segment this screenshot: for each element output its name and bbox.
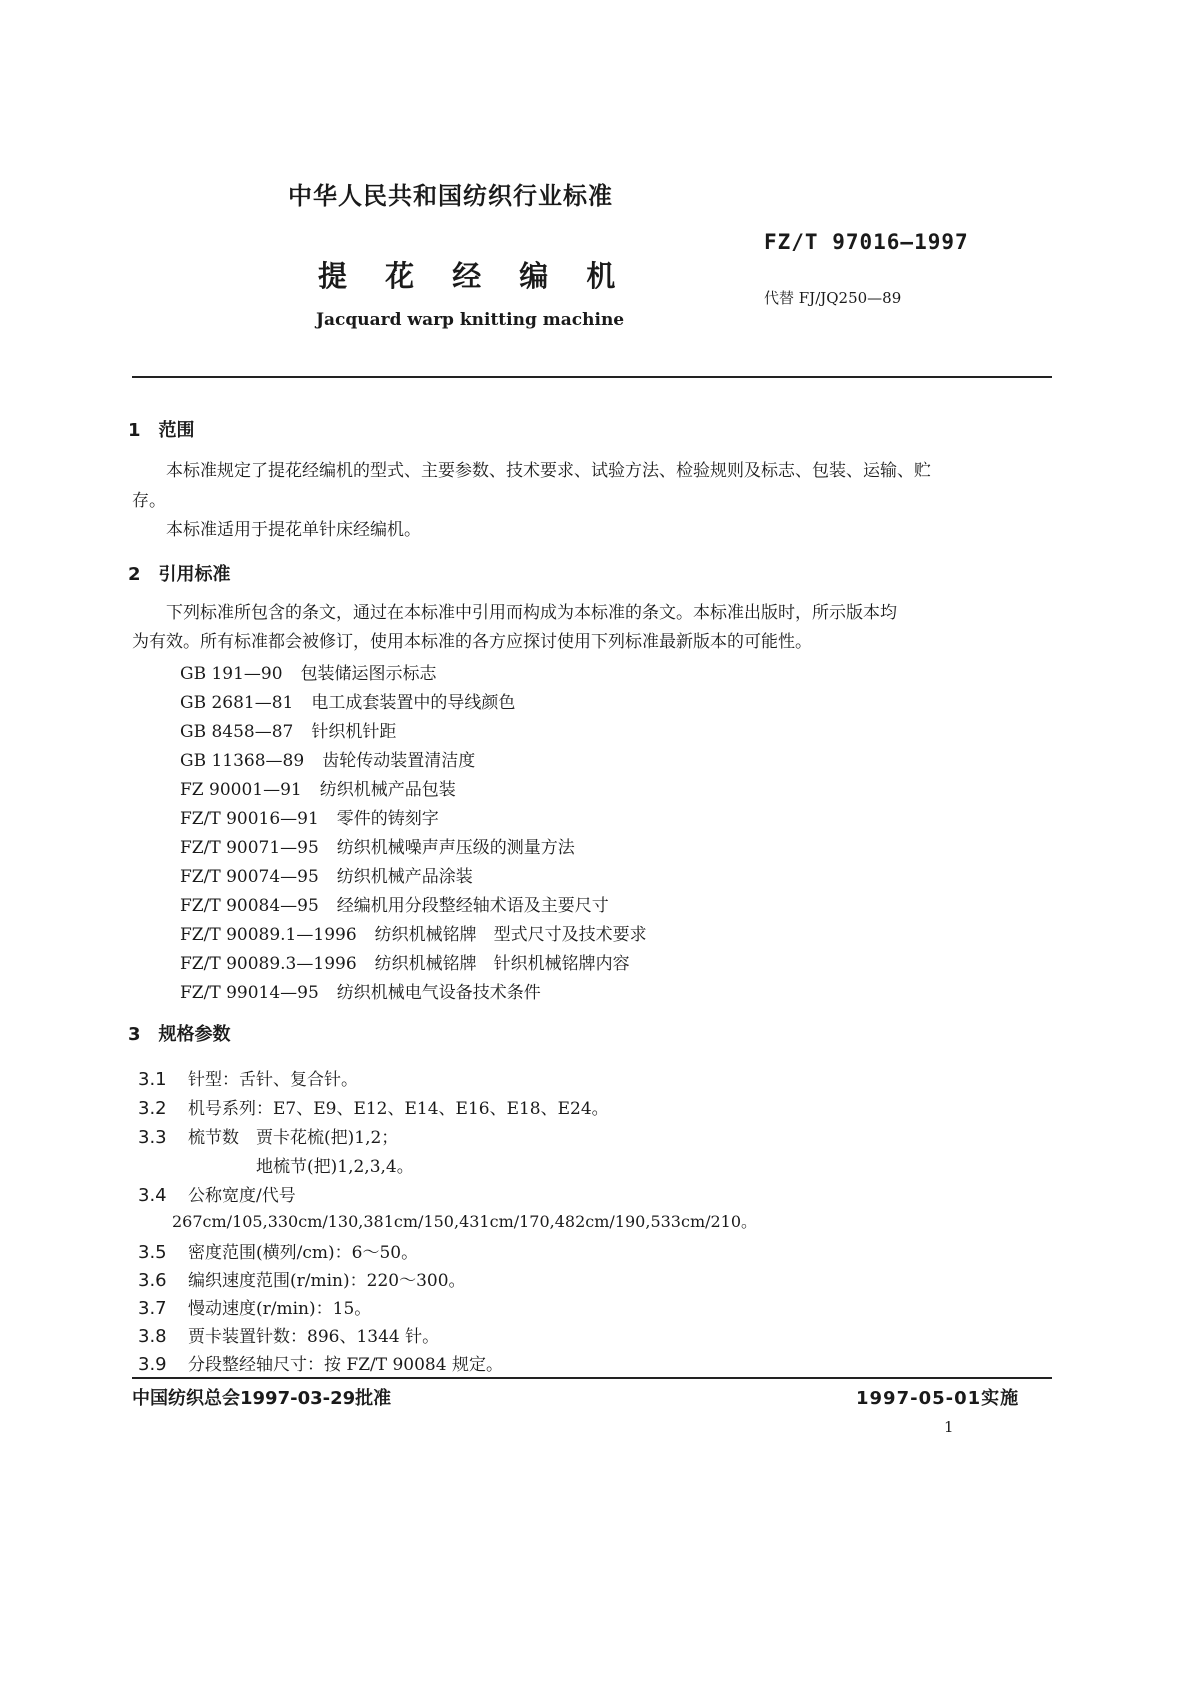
reference-title: 电工成套装置中的导线颜色 xyxy=(311,693,516,713)
reference-title: 齿轮传动装置清洁度 xyxy=(322,751,476,771)
spec-item xyxy=(138,1294,371,1319)
document-title: 提 花 经 编 机 xyxy=(318,259,630,293)
section-1-para1-line2: 存。 xyxy=(132,491,166,511)
section-2-heading: 2 引用标准 xyxy=(128,564,231,585)
footer-divider xyxy=(132,1377,1052,1379)
spec-text: 针型：舌针、复合针。 xyxy=(188,1070,358,1090)
reference-code: FZ/T 90089.1—1996 xyxy=(180,925,357,945)
spec-number: 3.4 xyxy=(138,1185,167,1206)
spec-text: 公称宽度/代号 xyxy=(188,1186,296,1206)
reference-code: GB 2681—81 xyxy=(180,693,294,713)
reference-title: 纺织机械产品包装 xyxy=(319,780,456,800)
english-title: Jacquard warp knitting machine xyxy=(316,310,625,330)
page-number: 1 xyxy=(944,1418,954,1436)
spec-number: 3.3 xyxy=(138,1127,167,1148)
reference-code: FZ/T 90089.3—1996 xyxy=(180,954,357,974)
spec-text: 267cm/105,330cm/130,381cm/150,431cm/170,482cm/190,533cm/210。 xyxy=(172,1212,758,1231)
replaces-note: 代替 FJ/JQ250—89 xyxy=(764,289,902,307)
reference-item xyxy=(180,746,475,771)
spec-item xyxy=(138,1065,358,1090)
reference-title: 针织机针距 xyxy=(311,722,397,742)
reference-code: FZ/T 90071—95 xyxy=(180,838,319,858)
section-1-heading: 1 范围 xyxy=(128,420,195,441)
reference-code: GB 8458—87 xyxy=(180,722,294,742)
reference-code: FZ/T 99014—95 xyxy=(180,983,319,1003)
spec-item xyxy=(138,1350,503,1375)
reference-title: 零件的铸刻字 xyxy=(336,809,439,829)
reference-item xyxy=(180,833,575,858)
reference-title: 纺织机械电气设备技术条件 xyxy=(336,983,541,1003)
reference-item xyxy=(180,688,515,713)
spec-number: 3.7 xyxy=(138,1298,167,1319)
spec-text: 密度范围(横列/cm)：6～50。 xyxy=(188,1243,419,1263)
standard-number: FZ/T 97016—1997 xyxy=(764,230,969,254)
section-3-heading: 3 规格参数 xyxy=(128,1024,231,1045)
reference-item xyxy=(180,775,456,800)
reference-title: 纺织机械铭牌 针织机械铭牌内容 xyxy=(374,954,630,974)
reference-code: FZ/T 90074—95 xyxy=(180,867,319,887)
spec-item-continuation xyxy=(172,1209,757,1232)
section-2-para-line2: 为有效。所有标准都会被修订，使用本标准的各方应探讨使用下列标准最新版本的可能性。 xyxy=(132,632,812,652)
spec-number: 3.1 xyxy=(138,1069,167,1090)
section-1-para1-line1: 本标准规定了提花经编机的型式、主要参数、技术要求、试验方法、检验规则及标志、包装、运输、贮 xyxy=(166,461,931,481)
reference-code: GB 191—90 xyxy=(180,664,283,684)
spec-number: 3.6 xyxy=(138,1270,167,1291)
spec-item xyxy=(138,1181,296,1206)
spec-number: 3.5 xyxy=(138,1242,167,1263)
spec-text: 编织速度范围(r/min)：220～300。 xyxy=(188,1271,466,1291)
spec-text: 梳节数 贾卡花梳(把)1,2； xyxy=(188,1128,399,1148)
spec-item xyxy=(138,1123,398,1148)
spec-text: 贾卡装置针数：896、1344 针。 xyxy=(188,1327,440,1347)
reference-item xyxy=(180,920,647,945)
reference-code: FZ 90001—91 xyxy=(180,780,302,800)
header-divider xyxy=(132,376,1052,378)
reference-item xyxy=(180,978,541,1003)
spec-item xyxy=(138,1266,466,1291)
section-2-para-line1: 下列标准所包含的条文，通过在本标准中引用而构成为本标准的条文。本标准出版时，所示版本均 xyxy=(166,603,897,623)
section-1-para2: 本标准适用于提花单针床经编机。 xyxy=(166,520,421,540)
reference-item xyxy=(180,804,439,829)
spec-text: 地梳节(把)1,2,3,4。 xyxy=(256,1157,414,1177)
reference-title: 纺织机械产品涂装 xyxy=(336,867,473,887)
reference-item xyxy=(180,891,609,916)
reference-item xyxy=(180,862,473,887)
spec-text: 分段整经轴尺寸：按 FZ/T 90084 规定。 xyxy=(188,1355,503,1375)
reference-code: FZ/T 90084—95 xyxy=(180,896,319,916)
reference-code: FZ/T 90016—91 xyxy=(180,809,319,829)
spec-number: 3.9 xyxy=(138,1354,167,1375)
reference-title: 包装储运图示标志 xyxy=(300,664,437,684)
spec-number: 3.2 xyxy=(138,1098,167,1119)
spec-item xyxy=(138,1238,418,1263)
reference-title: 纺织机械噪声声压级的测量方法 xyxy=(336,838,575,858)
org-title: 中华人民共和国纺织行业标准 xyxy=(288,182,613,210)
implementation-date: 1997-05-01实施 xyxy=(856,1388,1020,1409)
reference-title: 纺织机械铭牌 型式尺寸及技术要求 xyxy=(374,925,647,945)
spec-text: 慢动速度(r/min)：15。 xyxy=(188,1299,372,1319)
spec-number: 3.8 xyxy=(138,1326,167,1347)
reference-item xyxy=(180,717,396,742)
approval-line: 中国纺织总会1997-03-29批准 xyxy=(132,1388,392,1409)
reference-title: 经编机用分段整经轴术语及主要尺寸 xyxy=(336,896,609,916)
spec-item xyxy=(138,1322,439,1347)
spec-item-continuation xyxy=(256,1152,414,1177)
reference-item xyxy=(180,949,630,974)
spec-item xyxy=(138,1094,609,1119)
spec-text: 机号系列：E7、E9、E12、E14、E16、E18、E24。 xyxy=(188,1099,609,1119)
reference-code: GB 11368—89 xyxy=(180,751,305,771)
reference-item xyxy=(180,659,437,684)
